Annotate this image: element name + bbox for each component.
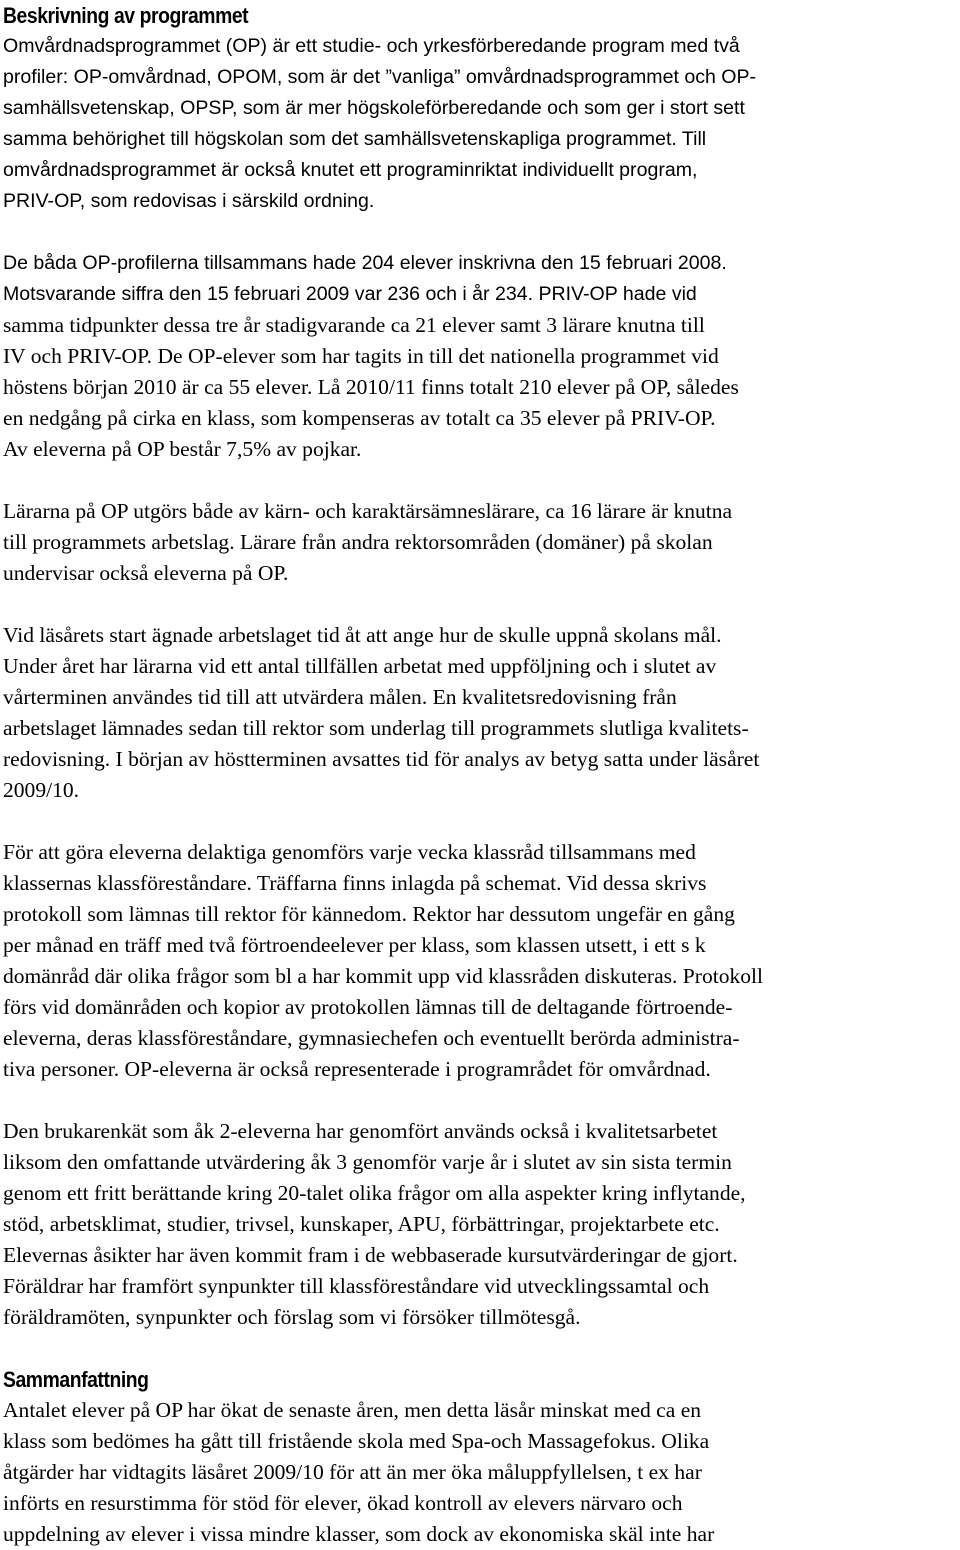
paragraph-spacer xyxy=(3,1085,955,1116)
text-line: Vid läsårets start ägnade arbetslaget tid åt att ange hur de skulle uppnå skolans mål. xyxy=(3,623,722,647)
paragraph-student-council xyxy=(3,837,955,1085)
text-line: klass som bedömes ha gått till fristående skola med Spa-och Massagefokus. Olika xyxy=(3,1429,710,1453)
text-line: samhällsvetenskap, OPSP, som är mer högskoleförberedande och som ger i stort sett xyxy=(3,97,745,119)
text-line: IV och PRIV-OP. De OP-elever som har tagits in till det nationella programmet vid xyxy=(3,344,719,368)
text-line: föräldramöten, synpunkter och förslag som vi försöker tillmötesgå. xyxy=(3,1305,581,1329)
text-line: arbetslaget lämnades sedan till rektor som underlag till programmets slutliga kvalitets- xyxy=(3,716,749,740)
text-line: Elevernas åsikter har även kommit fram i de webbaserade kursutvärderingar de gjort. xyxy=(3,1243,738,1267)
paragraph-spacer xyxy=(3,589,955,620)
paragraph-teachers xyxy=(3,496,955,589)
text-line: Lärarna på OP utgörs både av kärn- och karaktärsämneslärare, ca 16 lärare är knutna xyxy=(3,499,733,523)
text-line: profiler: OP-omvårdnad, OPOM, som är det ”vanliga” omvårdnadsprogrammet och OP- xyxy=(3,66,757,88)
text-line: Motsvarande siffra den 15 februari 2009 var 236 och i år 234. PRIV-OP hade vid xyxy=(3,283,697,305)
text-line: samma behörighet till högskolan som det samhällsvetenskapliga programmet. Till xyxy=(3,128,707,150)
text-line: För att göra eleverna delaktiga genomförs varje vecka klassråd tillsammans med xyxy=(3,840,696,864)
text-line: eleverna, deras klassföreståndare, gymnasiechefen och eventuellt berörda administra- xyxy=(3,1026,740,1050)
paragraph-enrollment xyxy=(3,248,955,310)
text-line: Föräldrar har framfört synpunkter till klassföreståndare vid utvecklingssamtal och xyxy=(3,1274,710,1298)
text-line: genom ett fritt berättande kring 20-talet olika frågor om alla aspekter kring inflytande, xyxy=(3,1181,746,1205)
section-heading-description: Beskrivning av programmet xyxy=(3,3,249,28)
text-line: en nedgång på cirka en klass, som kompenseras av totalt ca 35 elever på PRIV-OP. xyxy=(3,406,716,430)
paragraph-summary xyxy=(3,1395,955,1550)
paragraph-spacer xyxy=(3,806,955,837)
text-line: uppdelning av elever i vissa mindre klasser, som dock av ekonomiska skäl inte har xyxy=(3,1522,715,1546)
text-line: tiva personer. OP-eleverna är också representerade i programrådet för omvårdnad. xyxy=(3,1057,711,1081)
text-line: införts en resurstimma för stöd för elever, ökad kontroll av elevers närvaro och xyxy=(3,1491,683,1515)
text-line: undervisar också eleverna på OP. xyxy=(3,561,289,585)
text-line: per månad en träff med två förtroendeelever per klass, som klassen utsett, i ett s k xyxy=(3,933,706,957)
text-line: förs vid domänråden och kopior av protokollen lämnas till de deltagande förtroende- xyxy=(3,995,733,1019)
text-line: Av eleverna på OP består 7,5% av pojkar. xyxy=(3,437,362,461)
paragraph-spacer xyxy=(3,465,955,496)
text-line: protokoll som lämnas till rektor för kännedom. Rektor har dessutom ungefär en gång xyxy=(3,902,735,926)
paragraph-spacer xyxy=(3,217,955,248)
text-line: redovisning. I början av höstterminen avsattes tid för analys av betyg satta under läsåret xyxy=(3,747,760,771)
document-page xyxy=(3,0,955,1550)
text-line: Omvårdnadsprogrammet (OP) är ett studie- och yrkesförberedande program med två xyxy=(3,35,740,57)
text-line: PRIV-OP, som redovisas i särskild ordning. xyxy=(3,190,375,212)
text-line: Under året har lärarna vid ett antal tillfällen arbetat med uppföljning och i slutet av xyxy=(3,654,717,678)
text-line: åtgärder har vidtagits läsåret 2009/10 för att än mer öka måluppfyllelsen, t ex har xyxy=(3,1460,702,1484)
text-line: höstens början 2010 är ca 55 elever. Lå 2010/11 finns totalt 210 elever på OP, således xyxy=(3,375,739,399)
text-line: samma tidpunkter dessa tre år stadigvarande ca 21 elever samt 3 lärare knutna till xyxy=(3,313,705,337)
text-line: Den brukarenkät som åk 2-eleverna har genomfört används också i kvalitetsarbetet xyxy=(3,1119,718,1143)
paragraph-enrollment-continued xyxy=(3,310,955,465)
paragraph-spacer xyxy=(3,1333,955,1364)
section-heading-summary: Sammanfattning xyxy=(3,1367,149,1392)
text-line: vårterminen användes tid till att utvärdera målen. En kvalitetsredovisning från xyxy=(3,685,677,709)
text-line: stöd, arbetsklimat, studier, trivsel, kunskaper, APU, förbättringar, projektarbete etc. xyxy=(3,1212,720,1236)
intro-paragraph xyxy=(3,31,955,217)
text-line: Antalet elever på OP har ökat de senaste åren, men detta läsår minskat med ca en xyxy=(3,1398,702,1422)
text-line: domänråd där olika frågor som bl a har kommit upp vid klassråden diskuteras. Protokoll xyxy=(3,964,764,988)
text-line: 2009/10. xyxy=(3,778,80,802)
text-line: klassernas klassföreståndare. Träffarna finns inlagda på schemat. Vid dessa skrivs xyxy=(3,871,707,895)
paragraph-survey xyxy=(3,1116,955,1333)
text-line: till programmets arbetslag. Lärare från andra rektorsområden (domäner) på skolan xyxy=(3,530,713,554)
paragraph-goals xyxy=(3,620,955,806)
text-line: liksom den omfattande utvärdering åk 3 genomför varje år i slutet av sin sista termin xyxy=(3,1150,732,1174)
text-line: De båda OP-profilerna tillsammans hade 204 elever inskrivna den 15 februari 2008. xyxy=(3,252,727,274)
text-line: omvårdnadsprogrammet är också knutet ett programinriktat individuellt program, xyxy=(3,159,698,181)
